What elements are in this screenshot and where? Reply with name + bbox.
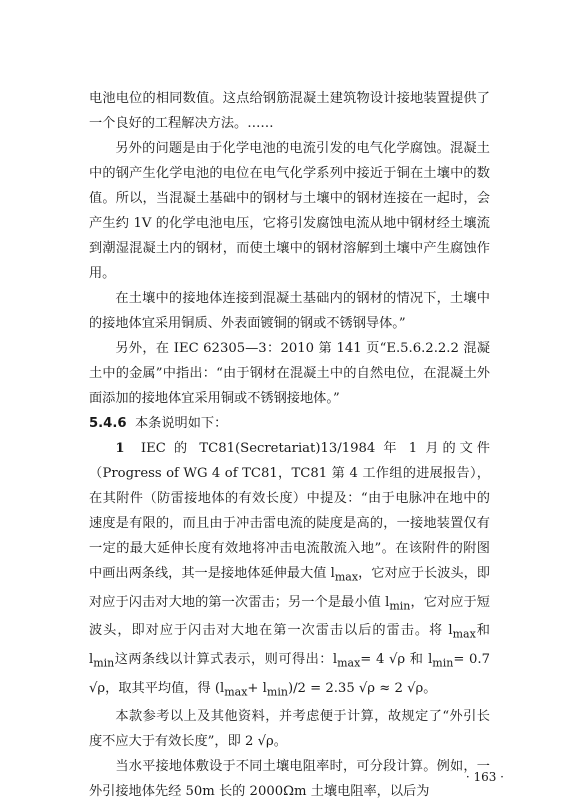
subscript: min: [432, 656, 454, 670]
subscript: max: [334, 570, 359, 584]
paragraph: 电池电位的相同数值。这点给钢筋混凝土建筑物设计接地装置提供了一个良好的工程解决方法。……: [89, 91, 490, 131]
item-text: 和 l: [89, 623, 490, 667]
paragraph: 另外，在 IEC 62305—3：2010 第 141 页“E.5.6.2.2.2 混凝土中的金属”中指出：“由于钢材在混凝土中的自然电位，在混凝土外面添加的接地体宜采用铜或不锈钢接地体。”: [89, 341, 490, 406]
subscript: max: [337, 656, 361, 670]
subscript: max: [224, 685, 248, 699]
item-1-paragraph: [89, 436, 490, 704]
item-text: + l: [247, 680, 267, 696]
page-number: · 163 ·: [465, 770, 504, 784]
item-text: )/2 = 2.35 √ρ ≈ 2 √ρ。: [287, 680, 437, 696]
item-text: 这两条线以计算式表示，则可得出：l: [114, 651, 338, 667]
subscript: min: [389, 599, 411, 613]
paragraph: 在土壤中的接地体连接到混凝土基础内的钢材的情况下，土壤中的接地体宜采用铜质、外表面镀铜的钢或不锈钢导体。”: [89, 291, 490, 331]
item-number: 1: [115, 441, 125, 456]
paragraph: 本款参考以上及其他资料，并考虑便于计算，故规定了“外引长度不应大于有效长度”，即 2 √ρ。: [89, 709, 490, 750]
section-title: 本条说明如下：: [134, 416, 228, 431]
item-text: = 4 √ρ 和 l: [360, 651, 433, 667]
item-text: ，它对应于长波头，即对应于闪击对大地的第一次雷击；另一个是最小值 l: [89, 566, 490, 610]
subscript: min: [93, 656, 115, 670]
paragraph: 另外的问题是由于化学电池的电流引发的电气化学腐蚀。混凝土中的钢产生化学电池的电位在电气化学系列中接近于铜在土壤中的数值。所以，当混凝土基础中的钢材与土壤中的钢材连接在一起时，会产生约 1V 的化学电池电压，它将引发腐蚀电流从地中钢材经土壤流到潮湿混凝土内的钢材，而使土壤中的钢材溶解到土壤中产生腐蚀作用。: [89, 141, 490, 281]
item-text: IEC 的 TC81(Secretariat)13/1984 年 1 月的文件（Progress of WG 4 of TC81，TC81 第 4 工作组的进展报告），在其附件（防雷接地体的有效长度）中提及：“由于电脉冲在地中的速度是有限的，而且由于冲击雷电流的陡度是高的，一接地装置仅有一定的最大延伸长度有效地将冲击电流散流入地”。在该附件的附图中画出两条线，其一是接地体延伸最大值 l: [89, 441, 490, 581]
subscript: min: [266, 685, 288, 699]
paragraph: 当水平接地体敷设于不同土壤电阻率时，可分段计算。例如，一外引接地体先经 50m 长的 2000Ωm 土壤电阻率，以后为: [89, 759, 490, 800]
item-text: ，它对应于短波头，即对应于闪击对大地在第一次雷击以后的雷击。将 l: [89, 594, 490, 639]
page-body: [89, 86, 490, 804]
subscript: max: [452, 627, 476, 641]
item-text: = 0.7 √ρ，取其平均值，得 (l: [89, 651, 491, 696]
section-heading: [89, 411, 490, 436]
section-number: 5.4.6: [89, 416, 127, 431]
